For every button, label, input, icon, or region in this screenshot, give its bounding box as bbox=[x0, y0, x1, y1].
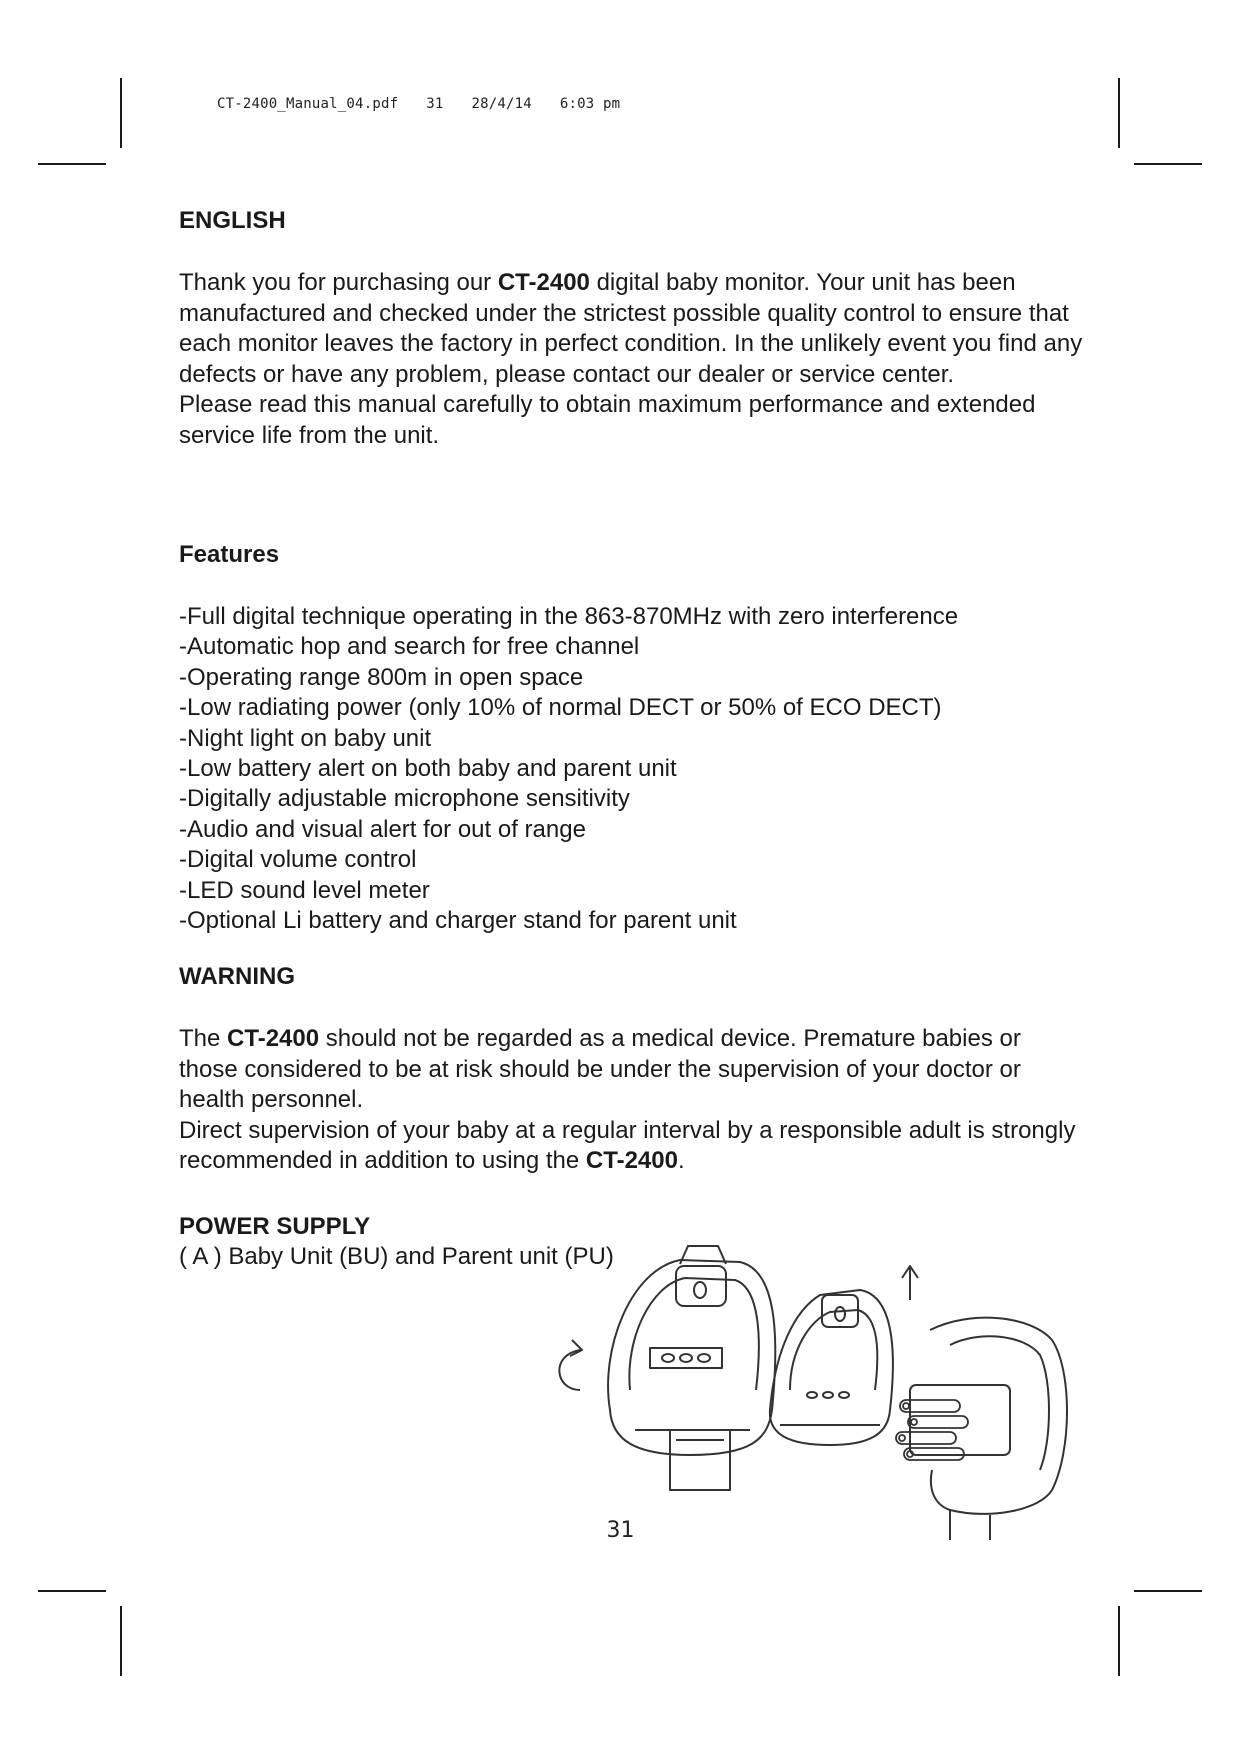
feature-item: -Full digital technique operating in the 863-870MHz with zero interference bbox=[179, 603, 959, 630]
intro-paragraph: Thank you for purchasing our CT-2400 digital baby monitor. Your unit has been manufactured and checked under the strictest possible quality control to ensure that each monitor leaves the factory in perfect condition. In the unlikely event you find any defects or have any problem, please contact our dealer or service center. bbox=[179, 269, 1083, 388]
slug-date: 28/4/14 bbox=[471, 96, 532, 112]
crop-mark-top-right-horizontal bbox=[1134, 163, 1202, 165]
slug-filename: CT-2400_Manual_04.pdf bbox=[217, 96, 399, 112]
features-list bbox=[179, 602, 958, 936]
intro-text bbox=[179, 268, 1084, 451]
crop-mark-top-right-vertical bbox=[1118, 78, 1120, 148]
print-slug bbox=[217, 96, 648, 112]
rotate-arrow-icon bbox=[559, 1350, 580, 1390]
model-name: CT-2400 bbox=[227, 1025, 320, 1052]
warning-text bbox=[179, 1024, 1084, 1177]
feature-item: -Digital volume control bbox=[179, 846, 417, 874]
feature-item: -Digitally adjustable microphone sensitivity bbox=[179, 785, 630, 813]
feature-item: -Audio and visual alert for out of range bbox=[179, 815, 586, 843]
crop-mark-bottom-left-horizontal bbox=[38, 1590, 106, 1592]
lift-arrow-icon bbox=[902, 1266, 918, 1300]
feature-item: -Optional Li battery and charger stand for parent unit bbox=[179, 907, 737, 935]
battery-compartment-illustration bbox=[896, 1318, 1067, 1540]
crop-mark-top-left-vertical bbox=[120, 78, 122, 148]
feature-item: -Low radiating power (only 10% of normal DECT or 50% of ECO DECT) bbox=[179, 694, 942, 722]
read-manual-paragraph: Please read this manual carefully to obtain maximum performance and extended service life from the unit. bbox=[179, 391, 1036, 449]
warning-heading: WARNING bbox=[179, 963, 295, 990]
warning-paragraph: The CT-2400 should not be regarded as a medical device. Premature babies or those considered to be at risk should be under the supervision of your doctor or health personnel. bbox=[179, 1025, 1021, 1113]
model-name: CT-2400 bbox=[585, 1147, 678, 1174]
feature-item: -Automatic hop and search for free channel bbox=[179, 633, 640, 661]
feature-item: -LED sound level meter bbox=[179, 876, 430, 904]
crop-mark-bottom-right-horizontal bbox=[1134, 1590, 1202, 1592]
slug-page: 31 bbox=[426, 96, 444, 112]
feature-item: -Night light on baby unit bbox=[179, 724, 432, 752]
battery-installation-illustration bbox=[540, 1240, 1080, 1540]
model-name: CT-2400 bbox=[497, 269, 590, 296]
feature-item: -Low battery alert on both baby and parent unit bbox=[179, 755, 677, 783]
crop-mark-bottom-right-vertical bbox=[1118, 1606, 1120, 1676]
parent-unit-illustration bbox=[770, 1290, 893, 1445]
feature-item: -Operating range 800m in open space bbox=[179, 663, 584, 691]
crop-mark-bottom-left-vertical bbox=[120, 1606, 122, 1676]
features-heading: Features bbox=[179, 541, 280, 568]
power-supply-item-a: ( A ) Baby Unit (BU) and Parent unit (PU) bbox=[179, 1243, 614, 1270]
english-heading: ENGLISH bbox=[179, 207, 286, 234]
power-supply-heading: POWER SUPPLY bbox=[179, 1213, 371, 1240]
slug-time: 6:03 pm bbox=[559, 96, 621, 112]
crop-mark-top-left-horizontal bbox=[38, 163, 106, 165]
page-number: 31 bbox=[606, 1518, 635, 1543]
supervision-paragraph: Direct supervision of your baby at a regular interval by a responsible adult is strongly recommended in addition to using the CT-2400. bbox=[179, 1116, 1076, 1174]
baby-unit-back-illustration bbox=[608, 1246, 775, 1490]
